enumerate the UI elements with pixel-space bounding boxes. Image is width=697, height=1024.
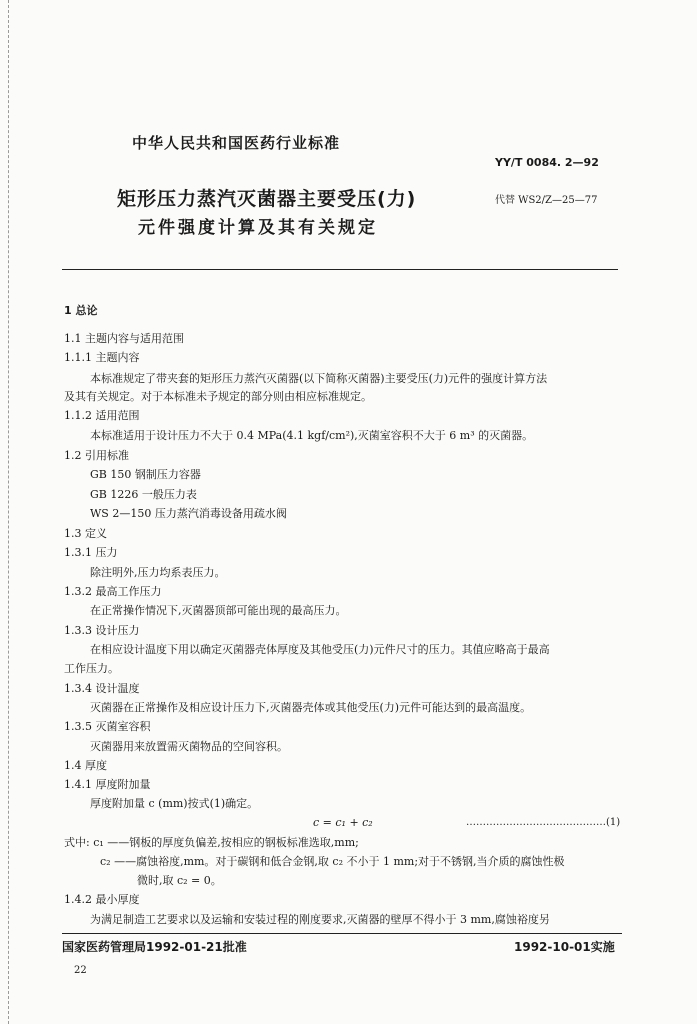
section-1-1-1-heading: 1.1.1 主题内容: [64, 351, 140, 364]
paragraph-1-1-2: 本标准适用于设计压力不大于 0.4 MPa(4.1 kgf/cm²),灭菌室容积不大于 6 m³ 的灭菌器。: [90, 429, 534, 442]
document-title-line2: 元件强度计算及其有关规定: [138, 218, 378, 238]
paragraph-1-3-3-line2: 工作压力。: [64, 662, 119, 675]
header-rule: [62, 269, 618, 270]
paragraph-1-3-1: 除注明外,压力均系表压力。: [90, 566, 226, 579]
paragraph-1-3-4: 灭菌器在正常操作及相应设计压力下,灭菌器壳体或其他受压(力)元件可能达到的最高温度。: [90, 701, 532, 714]
section-1-4-1-heading: 1.4.1 厚度附加量: [64, 778, 151, 791]
page-number: 22: [74, 965, 87, 976]
effective-date: 1992-10-01实施: [514, 940, 615, 954]
section-1-heading: 1 总论: [64, 304, 98, 317]
paragraph-1-4-1: 厚度附加量 c (mm)按式(1)确定。: [90, 797, 259, 810]
formula-where-c2-line2: 微时,取 c₂ = 0。: [137, 874, 222, 887]
section-1-4-heading: 1.4 厚度: [64, 759, 107, 772]
paragraph-1-3-5: 灭菌器用来放置需灭菌物品的空间容积。: [90, 740, 288, 753]
section-1-1-heading: 1.1 主题内容与适用范围: [64, 332, 184, 345]
paragraph-1-1-1-line1: 本标准规定了带夹套的矩形压力蒸汽灭菌器(以下简称灭菌器)主要受压(力)元件的强度计算方法: [90, 372, 548, 385]
formula-1: c = c₁ + c₂: [313, 816, 373, 829]
reference-gb1226: GB 1226 一般压力表: [90, 488, 197, 501]
section-1-3-2-heading: 1.3.2 最高工作压力: [64, 585, 162, 598]
reference-gb150: GB 150 钢制压力容器: [90, 468, 201, 481]
section-1-2-heading: 1.2 引用标准: [64, 449, 129, 462]
paragraph-1-3-3-line1: 在相应设计温度下用以确定灭菌器壳体厚度及其他受压(力)元件尺寸的压力。其值应略高于最高: [90, 643, 550, 656]
paragraph-1-4-2: 为满足制造工艺要求以及运输和安装过程的刚度要求,灭菌器的壁厚不得小于 3 mm,腐蚀裕度另: [90, 913, 550, 926]
reference-ws2-150: WS 2—150 压力蒸汽消毒设备用疏水阀: [90, 507, 287, 520]
section-1-3-3-heading: 1.3.3 设计压力: [64, 624, 140, 637]
paragraph-1-3-2: 在正常操作情况下,灭菌器顶部可能出现的最高压力。: [90, 604, 347, 617]
approval-date: 国家医药管理局1992-01-21批准: [62, 940, 247, 954]
formula-where-c2-line1: c₂ ——腐蚀裕度,mm。对于碳钢和低合金钢,取 c₂ 不小于 1 mm;对于不锈钢,当介质的腐蚀性极: [100, 855, 565, 868]
formula-where-c1: 式中: c₁ ——钢板的厚度负偏差,按相应的钢板标准选取,mm;: [64, 836, 359, 849]
document-title-line1: 矩形压力蒸汽灭菌器主要受压(力): [117, 188, 417, 210]
section-1-3-1-heading: 1.3.1 压力: [64, 546, 118, 559]
section-1-4-2-heading: 1.4.2 最小厚度: [64, 893, 140, 906]
section-1-1-2-heading: 1.1.2 适用范围: [64, 409, 140, 422]
binding-edge-line: [8, 0, 9, 1024]
paragraph-1-1-1-line2: 及其有关规定。对于本标准未予规定的部分则由相应标准规定。: [64, 390, 372, 403]
section-1-3-5-heading: 1.3.5 灭菌室容积: [64, 720, 151, 733]
section-1-3-4-heading: 1.3.4 设计温度: [64, 682, 140, 695]
issuing-organization: 中华人民共和国医药行业标准: [132, 134, 341, 152]
section-1-3-heading: 1.3 定义: [64, 527, 107, 540]
footer-rule: [62, 933, 622, 934]
replaces-note: 代替 WS2/Z—25—77: [495, 195, 598, 206]
formula-1-number: ……………………………………(1): [466, 817, 621, 828]
standard-code: YY/T 0084. 2—92: [495, 156, 599, 169]
